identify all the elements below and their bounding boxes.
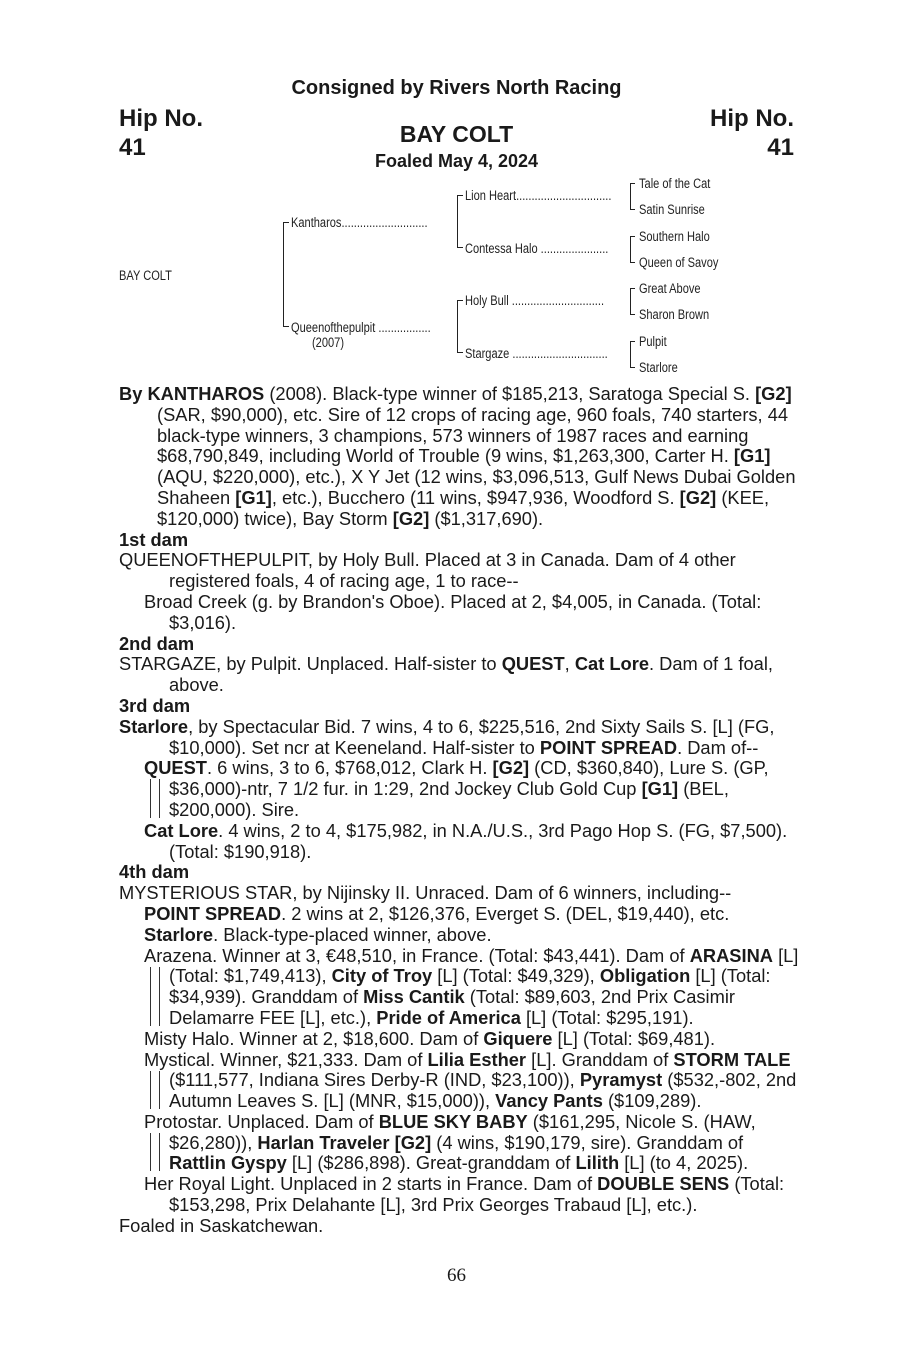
produce-bar	[150, 967, 160, 1026]
produce-bar	[150, 1071, 160, 1109]
pedigree-great-grandparent: Starlore	[639, 360, 678, 375]
produce-record: Protostar. Unplaced. Dam of BLUE SKY BABY ($161,295, Nicole S. (HAW, $26,280)), Harlan Traveler [G2] (4 wins, $190,179, sire). Granddam of Rattlin Gyspy [L] ($286,898). Great-granddam of Lilith [L] (to 4, 2025).	[144, 1110, 756, 1174]
bracket-line	[630, 341, 631, 368]
pedigree-subject: BAY COLT	[119, 268, 172, 283]
produce-record: Her Royal Light. Unplaced in 2 starts in France. Dam of DOUBLE SENS (Total: $153,298, Prix Delahante [L], 3rd Prix Georges Trabaud [L], etc.).	[144, 1173, 785, 1216]
bracket-line	[630, 236, 631, 263]
pedigree-great-grandparent: Sharon Brown	[639, 307, 710, 322]
bracket-line	[457, 247, 463, 248]
produce-bar	[150, 1133, 160, 1171]
bracket-line	[630, 288, 631, 315]
page-number: 66	[447, 1265, 466, 1286]
second-dam-paragraph: STARGAZE, by Pulpit. Unplaced. Half-sister to QUEST, Cat Lore. Dam of 1 foal, above.	[119, 653, 773, 696]
consignor-line: Consigned by Rivers North Racing	[291, 77, 622, 99]
page-title: BAY COLT	[399, 121, 514, 147]
bracket-line	[630, 236, 635, 237]
bracket-line	[630, 341, 635, 342]
pedigree-sire-dam: Contessa Halo ......................	[465, 241, 609, 256]
bracket-line	[283, 222, 289, 223]
pedigree-great-grandparent: Tale of the Cat	[639, 176, 711, 191]
third-dam-paragraph: Starlore, by Spectacular Bid. 7 wins, 4 to 6, $225,516, 2nd Sixty Sails S. [L] (FG, $10,000). Set ncr at Keeneland. Half-sister to POINT SPREAD. Dam of--	[119, 715, 775, 758]
pedigree-dam-sire: Holy Bull ..............................	[465, 293, 605, 308]
bracket-line	[283, 222, 284, 327]
pedigree-great-grandparent: Southern Halo	[639, 229, 710, 244]
produce-record: QUEST. 6 wins, 3 to 6, $768,012, Clark H. [G2] (CD, $360,840), Lure S. (GP, $36,000)-ntr, 7 1/2 fur. in 1:29, 2nd Jockey Club Gold Cup [G1] (BEL, $200,000). Sire.	[144, 757, 769, 820]
produce-record: Starlore. Black-type-placed winner, above.	[144, 923, 492, 945]
produce-record: Mystical. Winner, $21,333. Dam of Lilia Esther [L]. Granddam of STORM TALE ($111,577, Indiana Sires Derby-R (IND, $23,100)), Pyramyst ($532,-802, 2nd Autumn Leaves S. [L] (MNR, $15,000)), Vancy Pants ($109,289).	[144, 1048, 797, 1112]
bracket-line	[457, 195, 458, 248]
bracket-line	[283, 326, 289, 327]
second-dam-heading: 2nd dam	[119, 632, 195, 654]
fourth-dam-paragraph: MYSTERIOUS STAR, by Nijinsky II. Unraced. Dam of 6 winners, including--	[119, 882, 732, 904]
pedigree-dam-year: (2007)	[312, 335, 345, 350]
produce-record: Arazena. Winner at 3, €48,510, in France. (Total: $43,441). Dam of ARASINA [L] (Total: $1,749,413), City of Troy [L] (Total: $49,329), Obligation [L] (Total: $34,939). Granddam of Miss Cantik (Total: $89,603, 2nd Prix Casimir Delamarre FEE [L], etc.), Pride of America [L] (Total: $295,191).	[144, 944, 799, 1028]
pedigree-dam-dam: Stargaze ...............................	[465, 346, 608, 361]
sire-paragraph: By KANTHAROS (2008). Black-type winner of $185,213, Saratoga Special S. [G2] (SAR, $90,000), etc. Sire of 12 crops of racing age, 960 foals, 740 starters, 44 black-type winners, 3 champions, 573 winners of 1987 races and earning $68,790,849, including World of Trouble (9 wins, $1,263,300, Carter H. [G1] (AQU, $220,000), etc.), X Y Jet (12 wins, $3,096,513, Gulf News Dubai Golden Shaheen [G1], etc.), Bucchero (11 wins, $947,936, Woodford S. [G2] (KEE, $120,000) twice), Bay Storm [G2] ($1,317,690).	[119, 383, 796, 529]
pedigree-great-grandparent: Queen of Savoy	[639, 255, 719, 270]
bracket-line	[457, 300, 463, 301]
pedigree-dam: Queenofthepulpit .................	[291, 320, 431, 335]
bracket-line	[457, 352, 463, 353]
hip-value: 41	[119, 134, 146, 161]
hip-label: Hip No.	[710, 105, 794, 132]
pedigree-sire-sire: Lion Heart...............................	[465, 188, 612, 203]
produce-bar	[150, 779, 160, 817]
first-dam-paragraph: QUEENOFTHEPULPIT, by Holy Bull. Placed at 3 in Canada. Dam of 4 other registered foals, 4 of racing age, 1 to race--	[119, 549, 736, 592]
bracket-line	[630, 367, 635, 368]
hip-value: 41	[767, 134, 794, 161]
produce-record: Broad Creek (g. by Brandon's Oboe). Placed at 2, $4,005, in Canada. (Total: $3,016).	[144, 590, 762, 633]
third-dam-heading: 3rd dam	[119, 694, 191, 716]
bracket-line	[630, 288, 635, 289]
bracket-line	[630, 262, 635, 263]
first-dam-heading: 1st dam	[119, 528, 189, 550]
bracket-line	[457, 195, 463, 196]
bracket-line	[457, 300, 458, 353]
bracket-line	[630, 183, 631, 210]
pedigree-sire: Kantharos............................	[291, 215, 428, 230]
pedigree-great-grandparent: Pulpit	[639, 334, 667, 349]
pedigree-great-grandparent: Satin Sunrise	[639, 202, 705, 217]
produce-record: Misty Halo. Winner at 2, $18,600. Dam of Giquere [L] (Total: $69,481).	[144, 1027, 716, 1049]
produce-record: Cat Lore. 4 wins, 2 to 4, $175,982, in N.A./U.S., 3rd Pago Hop S. (FG, $7,500). (Total: $190,918).	[144, 819, 788, 862]
fourth-dam-heading: 4th dam	[119, 861, 190, 883]
foaled-date: Foaled May 4, 2024	[374, 151, 539, 171]
bracket-line	[630, 314, 635, 315]
catalog-body	[119, 384, 799, 1237]
produce-record: POINT SPREAD. 2 wins at 2, $126,376, Everget S. (DEL, $19,440), etc.	[144, 902, 730, 924]
bracket-line	[630, 209, 635, 210]
pedigree-great-grandparent: Great Above	[639, 281, 701, 296]
hip-label: Hip No.	[119, 105, 203, 132]
bracket-line	[630, 183, 635, 184]
foaled-location: Foaled in Saskatchewan.	[119, 1214, 324, 1236]
